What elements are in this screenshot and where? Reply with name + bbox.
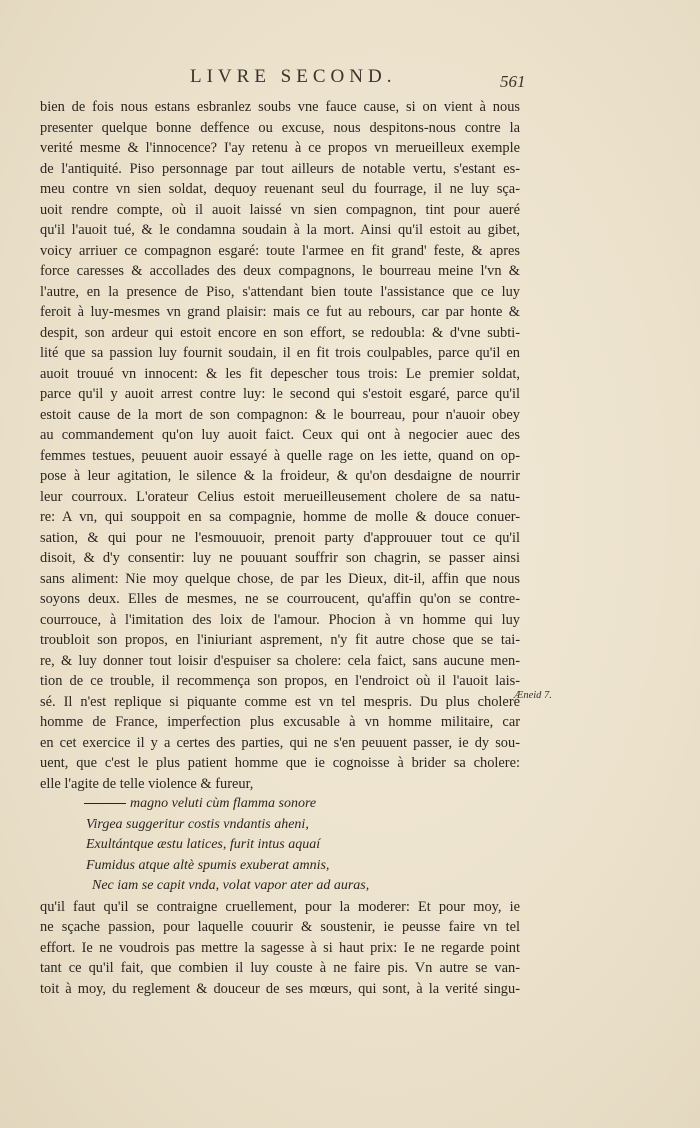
text-line: toit à moy, du reglement & douceur de ses mœurs, qui sont, à la verité singu-: [40, 980, 520, 997]
text-line: l'autre, en la presence de Piso, s'attendant bien toute l'assistance que ce luy: [40, 283, 520, 300]
text-line: voicy arriuer ce compagnon esgaré: toute l'armee en fit grand' feste, & apres: [40, 242, 520, 259]
text-line: sé. Il n'est replique si piquante comme est vn tel mespris. Du plus cholere: [40, 693, 520, 710]
running-head: [0, 62, 700, 92]
page-number: 561: [500, 72, 526, 91]
text-line: troubloit son propos, en l'iniuriant asprement, n'y fit autre chose que se tai-: [40, 632, 520, 648]
text-line: femmes testues, peuuent auoir essayé à quelle rage on les iette, quand on op-: [40, 447, 520, 464]
text-line: uent, que c'est le plus patient homme que ie cognoisse à brider sa cholere:: [40, 755, 520, 771]
text-block: [40, 97, 520, 999]
text-line: verité mesme & l'innocence? I'ay retenu à ce propos vn merueilleux exemple: [40, 140, 520, 156]
text-line: feroit à luy-mesmes vn grand plaisir: mais ce fut au rebours, car par honte &: [40, 304, 520, 320]
text-line: meu contre vn sien soldat, dequoy reuenant seul du fourrage, il ne luy sça-: [40, 181, 520, 197]
text-line: qu'il faut qu'il se contraigne cruellement, pour la moderer: Et pour moy, ie: [40, 898, 520, 915]
text-line: bien de fois nous estans esbranlez soubs vne fauce cause, si on vient à nous: [40, 99, 520, 115]
verse-line: [40, 794, 520, 815]
verse-line: Virgea suggeritur costis vndantis aheni,: [86, 816, 309, 832]
text-line: despit, son ardeur qui estoit encore en son effort, se redoubla: & d'vne subti-: [40, 324, 520, 341]
text-line: lité que sa passion luy fournit soudain, il en fit trois coulpables, parce qu'il en: [40, 345, 520, 361]
verse-dash: [84, 803, 126, 804]
text-line: soyons deux. Elles de mesmes, ne se courroucent, qu'affin qu'on se contre-: [40, 591, 520, 607]
margin-citation: Æneid 7.: [514, 690, 552, 701]
text-line: elle l'agite de telle violence & fureur,: [40, 775, 254, 792]
text-line: uoit rendre compte, où il auoit laissé vn sien compagnon, tint pour aueré: [40, 201, 520, 218]
text-line: parce qu'il y auoit arrest contre luy: le second qui s'estoit esgaré, parce qu'il: [40, 386, 520, 402]
running-title: LIVRE SECOND.: [190, 66, 397, 87]
text-line: qu'il l'auoit tué, & le condamna soudain à la mort. Ainsi qu'il estoit au gibet,: [40, 222, 520, 238]
text-line: estoit cause de la mort de son compagnon: & le bourreau, pour n'auoir obey: [40, 406, 520, 423]
verse-text: magno veluti cùm flamma sonore: [130, 796, 317, 811]
verse-line: Exultántque æstu latices, furit intus aquaí: [86, 837, 321, 853]
text-line: effort. Ie ne voudrois pas mettre la sagesse à si haut prix: Ie ne regarde point: [40, 939, 520, 956]
text-line: sation, & qui pour ne l'esmouuoir, prenoit party d'approuuer tout ce qu'il: [40, 529, 520, 546]
text-line: disoit, & d'y consentir: luy ne pouuant souffrir son chagrin, se passer ainsi: [40, 550, 520, 566]
text-line: courrouce, à l'imitation des loix de l'amour. Phocion à vn homme qui luy: [40, 611, 520, 628]
text-line: sans aliment: Nie moy quelque chose, de par les Dieux, dit-il, affin que nous: [40, 570, 520, 587]
text-line: force caresses & accollades des deux compagnons, le bourreau meine l'vn &: [40, 263, 520, 279]
text-line: auoit trouué vn innocent: & les fit depescher tous trois: Le premier soldat,: [40, 365, 520, 382]
text-line: de l'antiquité. Piso personnage par tout ailleurs de notable vertu, s'estant es-: [40, 160, 520, 177]
text-line: tant ce qu'il fait, que combien il luy couste à ne faire pis. Vn autre se van-: [40, 960, 520, 977]
text-line: en cet exercice il y a certes des parties, qui ne s'en peuuent passer, ie dy sou-: [40, 734, 520, 751]
text-line: leur courroux. L'orateur Celius estoit merueilleusement cholere de sa natu-: [40, 488, 520, 505]
text-line: homme de France, imperfection plus excusable à vn homme militaire, car: [40, 714, 520, 730]
text-line: tion de ce trouble, il recommença son propos, en l'endroict où il l'auoit lais-: [40, 673, 520, 689]
verse-line: Nec iam se capit vnda, volat vapor ater ad auras,: [92, 878, 370, 894]
verse-line: Fumidus atque altè spumis exuberat amnis,: [86, 857, 330, 873]
text-line: ne sçache passion, pour laquelle couurir & soustenir, ie peusse faire vn tel: [40, 919, 520, 936]
text-line: au commandement qu'on luy auoit faict. Ceux qui ont à negocier auec des: [40, 427, 520, 443]
text-line: presenter quelque bonne deffence ou excuse, nous despitons-nous contre la: [40, 119, 520, 136]
text-line: re, & luy donner tout loisir d'espuiser sa cholere: cela faict, sans aucune men-: [40, 652, 520, 669]
text-line: re: A vn, qui souppoit en sa compagnie, homme de molle & douce conuer-: [40, 509, 520, 525]
text-line: pose à leur agitation, le silence & la froideur, & qu'on desdaigne de nourrir: [40, 468, 520, 484]
